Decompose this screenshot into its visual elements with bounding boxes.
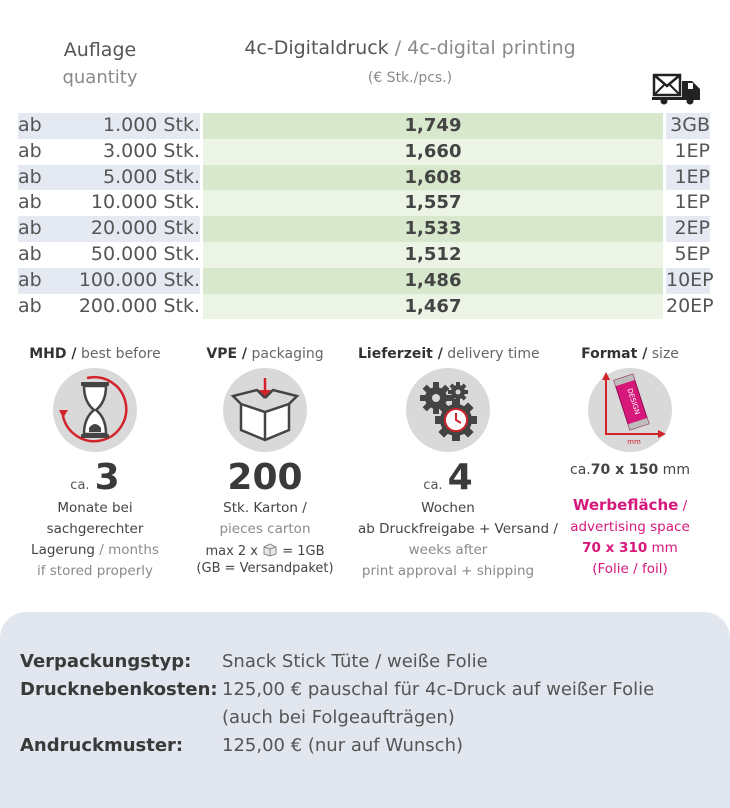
lieferzeit-value: 4 bbox=[447, 457, 473, 498]
price-row-quantity: 200.000 Stk. bbox=[78, 294, 200, 317]
quantity-header bbox=[40, 36, 160, 92]
price-row-shipping: 5EP bbox=[674, 242, 710, 265]
price-row-ab: ab bbox=[18, 113, 63, 139]
lieferzeit-title: Lieferzeit / delivery time bbox=[358, 346, 540, 362]
price-row bbox=[18, 113, 710, 139]
price-row-shipping: 10EP bbox=[666, 268, 710, 294]
info-format bbox=[540, 346, 720, 580]
box-icon bbox=[223, 368, 307, 452]
price-header-en: 4c-digital printing bbox=[407, 37, 576, 59]
mhd-value: 3 bbox=[94, 457, 120, 498]
footer-panel: Verpackungstyp: Snack Stick Tüte / weiße Folie Drucknebenkosten: 125,00 € pauschal für 4c-Druck auf weißer Folie (auch bei Folgeaufträgen) Andruckmuster: 125,00 € (nur auf Wunsch) bbox=[0, 612, 730, 808]
price-header bbox=[200, 34, 620, 62]
price-row-price: 1,486 bbox=[203, 268, 663, 294]
price-unit: (€ Stk./pcs.) bbox=[367, 70, 453, 86]
format-werbe: Werbefläche / advertising space 70 x 310 mm (Folie / foil) bbox=[570, 496, 690, 577]
price-row-ab: ab bbox=[18, 268, 63, 294]
info-vpe bbox=[175, 346, 355, 577]
design-stick-icon bbox=[588, 368, 672, 452]
price-row-price: 1,533 bbox=[203, 216, 663, 242]
mhd-value-line: ca. 3 bbox=[70, 457, 120, 498]
price-row bbox=[18, 268, 714, 294]
format-title: Format / size bbox=[581, 346, 679, 362]
design-label: DESIGN bbox=[625, 387, 642, 416]
envelope-truck-icon bbox=[652, 71, 704, 105]
mhd-circle bbox=[53, 368, 137, 452]
price-row-ab: ab bbox=[18, 242, 42, 265]
price-row-quantity: 100.000 Stk. bbox=[63, 268, 200, 294]
info-mhd bbox=[5, 346, 185, 582]
hourglass-icon bbox=[53, 368, 137, 452]
mm-label: mm bbox=[627, 438, 641, 446]
price-row-ab: ab bbox=[18, 216, 63, 242]
price-row bbox=[18, 242, 710, 268]
price-table bbox=[18, 113, 714, 319]
vpe-title: VPE / packaging bbox=[206, 346, 324, 362]
price-row bbox=[18, 165, 710, 191]
mhd-desc: Monate bei sachgerechter Lagerung / months if stored properly bbox=[31, 500, 159, 579]
price-row-price: 1,512 bbox=[203, 242, 663, 268]
vpe-value: 200 bbox=[227, 457, 303, 498]
price-row-ab: ab bbox=[18, 191, 42, 214]
price-row bbox=[18, 139, 710, 165]
price-row-quantity: 10.000 Stk. bbox=[90, 191, 200, 214]
mhd-title: MHD / best before bbox=[29, 346, 161, 362]
format-dim: ca.70 x 150 mm bbox=[570, 462, 690, 478]
price-row-shipping: 20EP bbox=[666, 294, 714, 317]
format-circle bbox=[588, 368, 672, 452]
price-row-price: 1,608 bbox=[203, 165, 663, 191]
price-row bbox=[18, 216, 710, 242]
price-row-price: 1,749 bbox=[203, 113, 663, 139]
price-row-quantity: 50.000 Stk. bbox=[90, 242, 200, 265]
price-row-quantity: 20.000 Stk. bbox=[63, 216, 200, 242]
price-header-sep: / bbox=[388, 37, 408, 59]
gears-clock-icon bbox=[406, 368, 490, 452]
price-row-price: 1,467 bbox=[203, 294, 663, 320]
price-row-price: 1,660 bbox=[203, 139, 663, 165]
price-row-ab: ab bbox=[18, 139, 42, 162]
small-box-icon bbox=[262, 543, 278, 557]
vpe-desc: Stk. Karton / pieces carton max 2 x = 1GB (GB = Versandpaket) bbox=[196, 500, 334, 576]
price-row-quantity: 1.000 Stk. bbox=[63, 113, 200, 139]
info-lieferzeit bbox=[358, 346, 558, 582]
price-row-shipping: 1EP bbox=[666, 165, 710, 191]
price-row-shipping: 3GB bbox=[666, 113, 710, 139]
quantity-header-en: quantity bbox=[62, 67, 138, 88]
price-row-shipping: 1EP bbox=[674, 191, 710, 214]
price-row-price: 1,557 bbox=[203, 190, 663, 216]
vpe-circle bbox=[223, 368, 307, 452]
price-row-quantity: 3.000 Stk. bbox=[103, 139, 200, 162]
lieferzeit-desc: Wochen ab Druckfreigabe + Versand / weeks after print approval + shipping bbox=[358, 500, 558, 579]
price-row bbox=[18, 190, 710, 216]
price-header-de: 4c-Digitaldruck bbox=[244, 37, 389, 59]
price-row-shipping: 2EP bbox=[666, 216, 710, 242]
price-row-shipping: 1EP bbox=[674, 139, 710, 162]
price-row-ab: ab bbox=[18, 294, 42, 317]
price-row bbox=[18, 294, 714, 320]
lieferzeit-value-line: ca. 4 bbox=[423, 457, 473, 498]
price-row-quantity: 5.000 Stk. bbox=[63, 165, 200, 191]
quantity-header-de: Auflage bbox=[63, 39, 137, 61]
lieferzeit-circle bbox=[406, 368, 490, 452]
price-row-ab: ab bbox=[18, 165, 63, 191]
